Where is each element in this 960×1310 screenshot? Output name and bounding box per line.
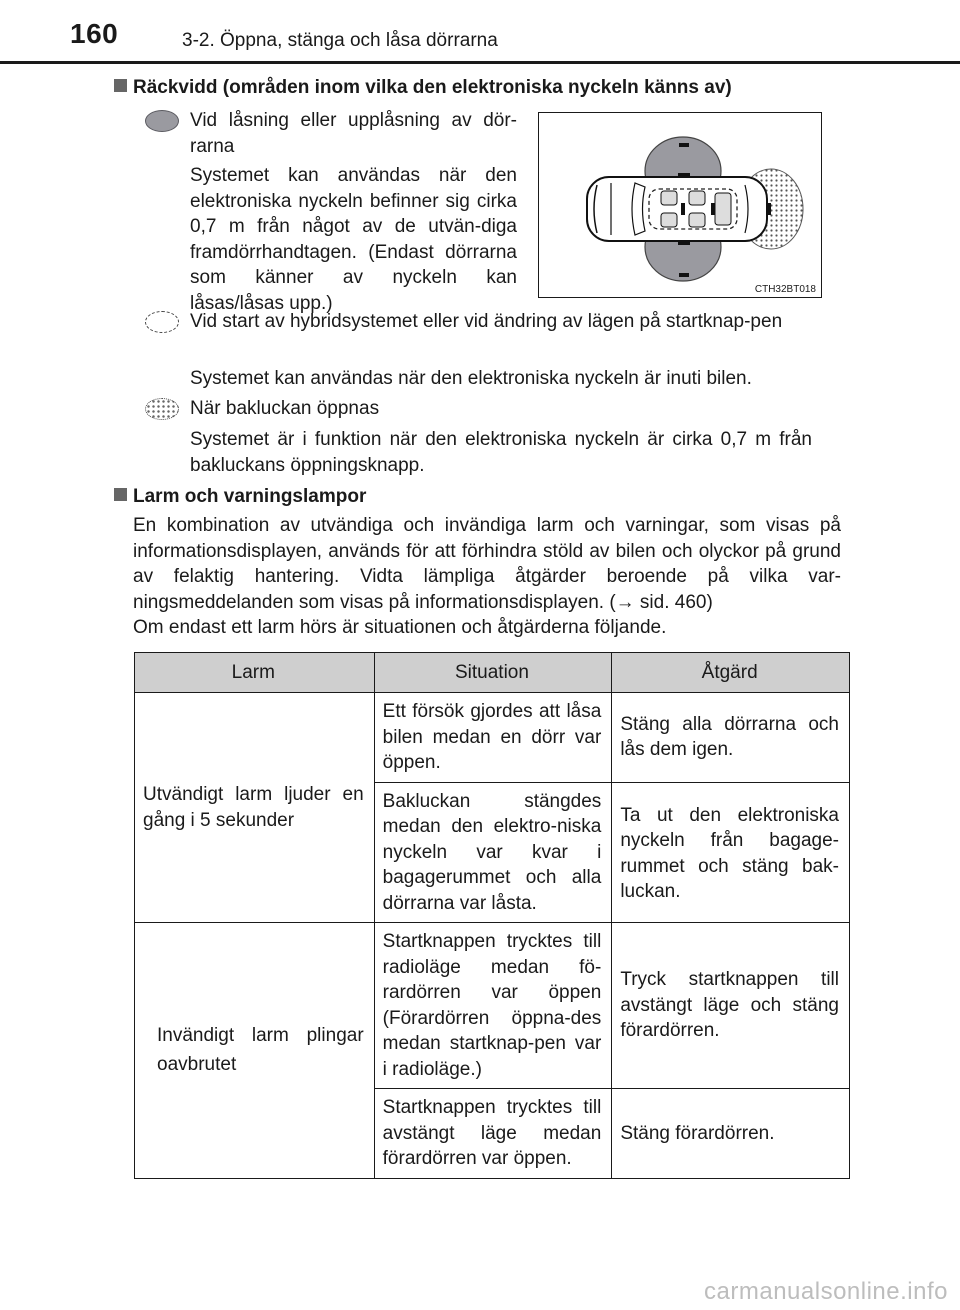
arrow-right-icon: → [615, 591, 635, 613]
action-cell: Stäng förardörren. [612, 1089, 850, 1179]
situation-cell: Startknappen trycktes till radioläge medan fö-rardörren var öppen (Förardörren öppna-des medan startknap-pen var i radioläge.) [374, 923, 612, 1089]
car-body-shape [587, 177, 767, 241]
range-heading-text: Räckvidd (områden inom vilka den elektroniska nyckeln känns av) [133, 77, 732, 98]
situation-cell: Bakluckan stängdes medan den elektro-niska nyckeln var kvar i bagagerummet och alla dörrarna var låsta. [374, 782, 612, 923]
header-atgard: Åtgärd [612, 653, 850, 693]
table-row [135, 693, 850, 783]
figure-code: CTH32BT018 [754, 284, 816, 295]
page-number: 160 [70, 18, 119, 49]
action-cell: Ta ut den elektroniska nyckeln från bagage-rummet och stäng bak-luckan. [612, 782, 850, 923]
alarm-paragraph-2: Om endast ett larm hörs är situationen och åtgärderna följande. [133, 617, 667, 638]
range-item-1-body: Systemet kan användas när den elektroniska nyckeln befinner sig cirka 0,7 m från något av de utvän-diga framdörrhandtagen. (Endast dörrarna som känner av nyckeln kan låsas/låsas upp.) [190, 165, 517, 314]
range-heading [114, 77, 732, 99]
dashed-zone-icon [145, 311, 179, 333]
action-cell: Stäng alla dörrarna och lås dem igen. [612, 693, 850, 783]
dotted-zone-icon [145, 398, 179, 420]
range-item-2-body: Systemet kan användas när den elektroniska nyckeln är inuti bilen. [190, 368, 752, 389]
alarm-paragraph-1 [133, 513, 841, 615]
alarm-table [134, 652, 850, 1179]
action-cell: Tryck startknappen till avstängt läge och stäng förardörren. [612, 923, 850, 1089]
situation-cell: Startknappen trycktes till avstängt läge medan förardörren var öppen. [374, 1089, 612, 1179]
table-header-row [135, 653, 850, 693]
solid-zone-icon [145, 110, 179, 132]
key-range-figure [538, 112, 822, 298]
header-situation: Situation [374, 653, 612, 693]
alarm-heading [114, 486, 366, 508]
alarm-heading-text: Larm och varningslampor [133, 486, 367, 507]
range-item-1-title: Vid låsning eller upplåsning av dör-rarna [190, 110, 517, 157]
car-top-view-illustration [539, 113, 820, 296]
header-rule [0, 61, 960, 64]
range-item-2-title: Vid start av hybridsystemet eller vid ändring av lägen på startknap-pen [190, 311, 783, 332]
square-bullet-icon [114, 488, 127, 501]
alarm-cell: Utvändigt larm ljuder en gång i 5 sekunder [135, 693, 375, 923]
table-row [135, 923, 850, 1089]
watermark-link[interactable]: carmanualsonline.info [704, 1278, 948, 1305]
square-bullet-icon [114, 79, 127, 92]
alarm-cell: Invändigt larm plingar oavbrutet [135, 923, 375, 1179]
range-item-3-body: Systemet är i funktion när den elektroniska nyckeln är cirka 0,7 m från bakluckans öppningsknapp. [190, 429, 812, 476]
situation-cell: Ett försök gjordes att låsa bilen medan en dörr var öppen. [374, 693, 612, 783]
header-larm: Larm [135, 653, 375, 693]
page-reference-link[interactable]: sid. 460) [634, 591, 713, 613]
range-item-3-title: När bakluckan öppnas [190, 398, 380, 419]
alarm-paragraph-1-text: En kombination av utvändiga och invändiga larm och varningar, som visas på informationsdisplayen, används för att förhindra stöld av bilen och olyckor på grund av felaktig hantering. Vidta lämpliga åtgärder beroende på vilka var-ningsmeddelanden som visas på informationsdisplayen. ( [133, 515, 841, 613]
chapter-title: 3-2. Öppna, stänga och låsa dörrarna [182, 30, 498, 51]
